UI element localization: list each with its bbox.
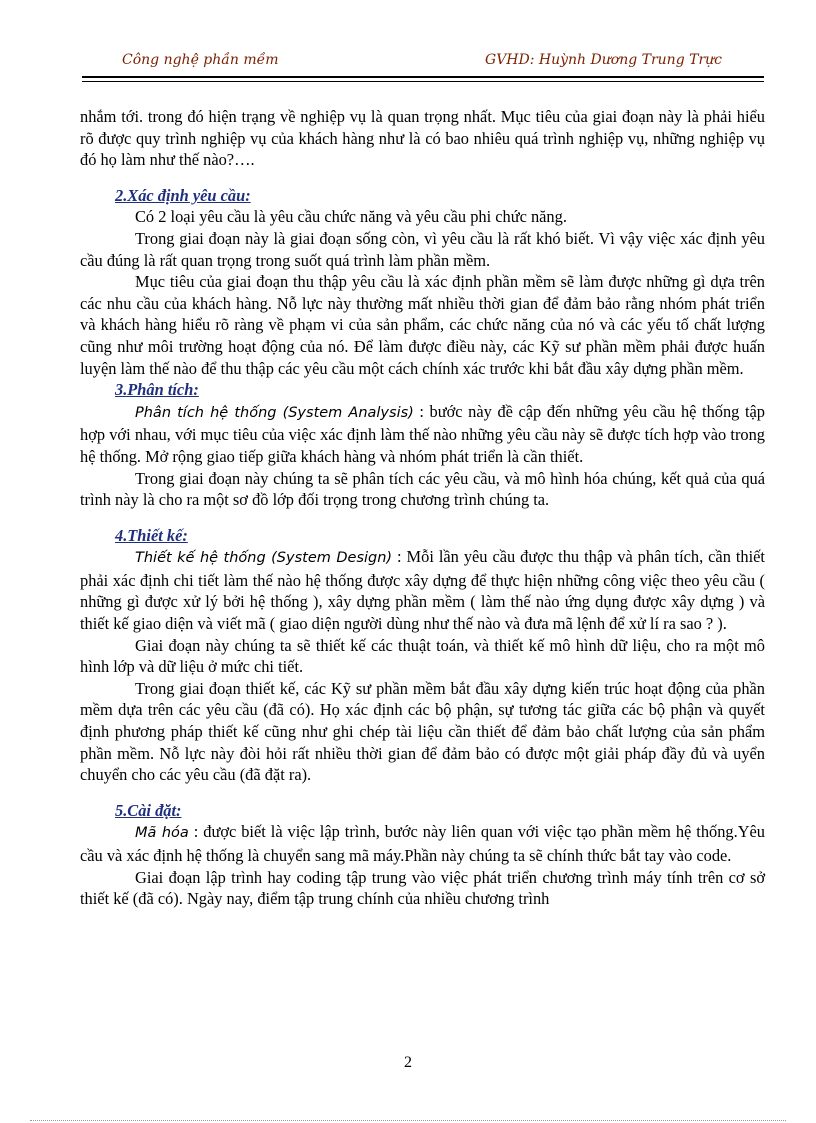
section-5-heading: 5.Cài đặt: (115, 800, 182, 820)
page-header (82, 48, 764, 82)
section-5-paragraph-2: Giai đoạn lập trình hay coding tập trung vào việc phát triển chương trình máy tính trên cơ sở thiết kế (đã có). Ngày nay, điểm tập trung chính của nhiều chương trình (80, 867, 765, 909)
section-3-paragraph-2: Trong giai đoạn này chúng ta sẽ phân tích các yêu cầu, và mô hình hóa chúng, kết quả của quá trình này là cho ra một sơ đồ lớp đối trọng trong chương trình chúng ta. (80, 468, 765, 510)
section-2-paragraph-2: Trong giai đoạn này là giai đoạn sống còn, vì yêu cầu là rất khó biết. Vì vậy việc xác định yêu cầu đúng là rất quan trọng trong suốt quá trình làm phần mềm. (80, 228, 765, 270)
section-2-heading: 2.Xác định yêu cầu: (115, 185, 251, 205)
section-4-term: Thiết kế hệ thống (System Design) (135, 550, 393, 567)
section-3-heading: 3.Phân tích: (115, 380, 199, 400)
section-4-paragraph-3: Trong giai đoạn thiết kế, các Kỹ sư phần mềm bắt đầu xây dựng kiến trúc hoạt động của phần mềm dựa trên các yêu cầu (đã có). Họ xác định các bộ phận, sự tương tác giữa các bộ phận và quyết định phương pháp thiết kế cũng như ghi chép tài liệu cần thiết để đảm bảo chất lượng của sản phẩm phần mềm. Nỗ lực này đòi hỏi rất nhiều thời gian để đảm bảo có được một giải pháp đầy đủ và uyển chuyển cho các yêu cầu (đã đặt ra). (80, 678, 765, 785)
page-body (80, 106, 765, 910)
section-4-paragraph-1 (80, 546, 765, 634)
section-5-term: Mã hóa (135, 825, 189, 842)
section-4-heading: 4.Thiết kế: (115, 525, 188, 545)
header-rule-thin (82, 81, 764, 82)
section-3-paragraph-1 (80, 401, 765, 468)
section-2-paragraph-3: Mục tiêu của giai đoạn thu thập yêu cầu là xác định phần mềm sẽ làm được những gì dựa trên các nhu cầu của khách hàng. Nỗ lực này thường mất nhiều thời gian để đảm bảo rằng nhóm phát triển và khách hàng hiểu rõ ràng về phạm vi của sản phẩm, các chức năng của nó và các yếu tố chất lượng cũng như môi trường hoạt động của nó. Để làm được điều này, các Kỹ sư phần mềm phải được huấn luyện làm thế nào để thu thập các yêu cầu một cách chính xác trước khi bắt đầu xây dựng phần mềm. (80, 272, 765, 378)
section-3-term: Phân tích hệ thống (System Analysis) (135, 404, 414, 421)
section-2-paragraph-1: Có 2 loại yêu cầu là yêu cầu chức năng và yêu cầu phi chức năng. (135, 207, 567, 227)
header-rule (82, 76, 764, 78)
section-5-paragraph-1-text: : được biết là việc lập trình, bước này liên quan với việc tạo phần mềm hệ thống.Yêu cầu và xác định hệ thống là chuyển sang mã máy.Phần này chúng ta sẽ chính thức bắt tay vào code. (80, 822, 766, 865)
section-4-paragraph-1-text: : Mỗi lần yêu cầu được thu thập và phân tích, cần thiết phải xác định chi tiết làm thế nào hệ thống được xây dựng để thực hiện những công việc theo yêu cầu ( những gì được xử lý bởi hệ thống ), xây dựng phần mềm ( làm thế nào ứng dụng được xây dựng ) và thiết kế giao diện và viết mã ( giao diện người dùng như thế nào và đưa mã lệnh để xử lí ra sao ? ). (80, 547, 765, 634)
section-4-paragraph-2: Giai đoạn này chúng ta sẽ thiết kế các thuật toán, và thiết kế mô hình dữ liệu, cho ra một mô hình lớp và dữ liệu ở mức chi tiết. (80, 635, 765, 677)
header-course-title: Công nghệ phần mềm (122, 52, 279, 68)
page-number: 2 (404, 1054, 412, 1071)
section-3-paragraph-1-text: : bước này đề cập đến những yêu cầu hệ thống tập hợp với nhau, với mục tiêu của việc xác định làm thế nào những yêu cầu này sẽ được tích hợp vào trong hệ thống. Mở rộng giao tiếp giữa khách hàng và nhóm phát triển là cần thiết. (80, 401, 766, 466)
header-instructor: GVHD: Huỳnh Dương Trung Trực (485, 52, 722, 68)
intro-paragraph: nhắm tới. trong đó hiện trạng về nghiệp vụ là quan trọng nhất. Mục tiêu của giai đoạn này là phải hiểu rõ được quy trình nghiệp vụ của khách hàng như là có bao nhiêu quá trình nghiệp vụ, những nghiệp vụ đó họ làm như thế nào?…. (80, 107, 765, 170)
page-bottom-divider (30, 1120, 786, 1121)
section-5-paragraph-1 (80, 821, 765, 866)
